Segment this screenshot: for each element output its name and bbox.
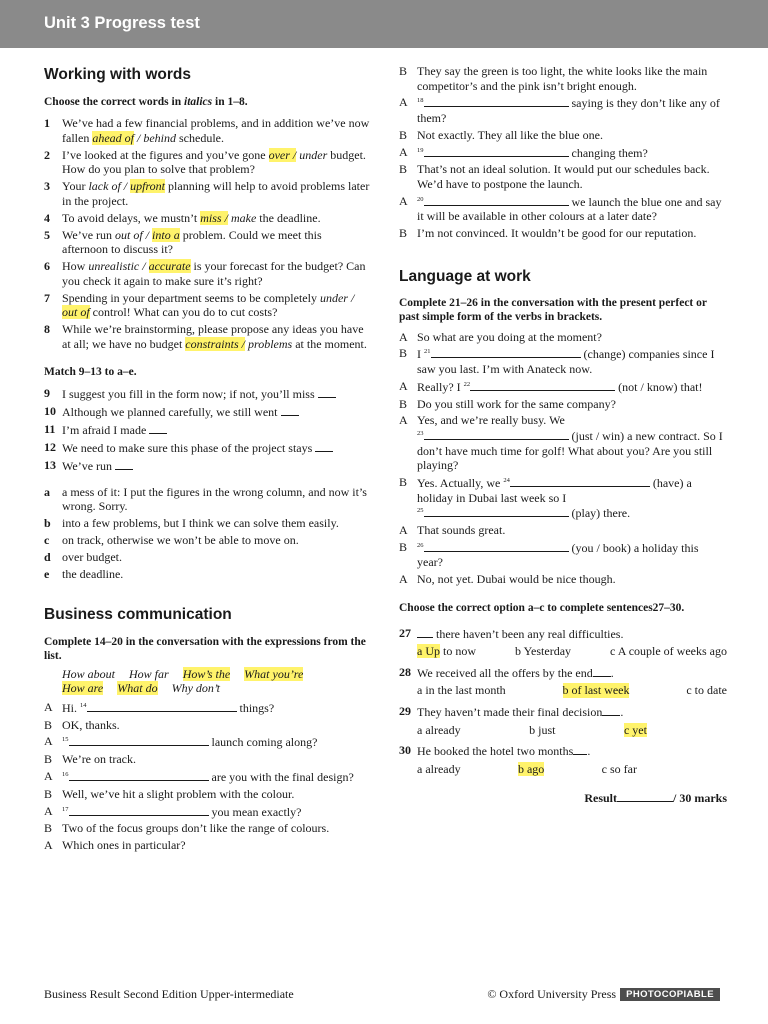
match-9: 9 I suggest you fill in the form now; if not, you’ll miss bbox=[44, 386, 370, 402]
left-column bbox=[44, 66, 370, 855]
answer-blank[interactable] bbox=[602, 704, 620, 716]
expression-item: How about bbox=[62, 666, 116, 681]
match-option-c: c on track, otherwise we won’t be able to move on. bbox=[44, 533, 299, 548]
answer-blank[interactable] bbox=[318, 386, 336, 398]
option-a[interactable]: a already bbox=[417, 722, 461, 737]
question-28: 28 We received all the offers by the end . bbox=[399, 664, 614, 680]
expression-list bbox=[44, 667, 370, 696]
expression-item: How are bbox=[62, 681, 104, 696]
question-7: 7 Spending in your department seems to be completely under / out of control! What can you do to cut costs? bbox=[44, 290, 355, 320]
answer-blank[interactable] bbox=[470, 379, 615, 391]
dialogue-line-23: A Yes, and we’re really busy. We $^{23}$ (just / win) a new contract. So I don’t have much time for golf! What about you? Are you still playing? bbox=[399, 413, 723, 473]
question-27: 27 there haven’t been any real difficulties. bbox=[399, 625, 624, 641]
answer-blank[interactable] bbox=[424, 505, 569, 517]
answer-blank[interactable] bbox=[69, 769, 209, 781]
question-3: 3 Your lack of / upfront planning will help to avoid problems later in the project. bbox=[44, 179, 370, 208]
option-b[interactable]: b Yesterday bbox=[515, 644, 572, 659]
option-b[interactable]: b of last week bbox=[562, 683, 630, 698]
dialogue-line-17: A $^{17}$ you mean exactly? bbox=[44, 803, 302, 819]
dialogue-line: B They say the green is too light, the white looks like the main competitor’s and the pink isn’t bright enough. bbox=[399, 64, 708, 93]
match-option-d: d over budget. bbox=[44, 550, 122, 565]
question-1: 1 We’ve had a few financial problems, and in addition we’ve now fallen ahead of / behind schedule. bbox=[44, 116, 370, 145]
expression-item: What you’re bbox=[244, 666, 304, 681]
dialogue-line: B Two of the focus groups don’t like the range of colours. bbox=[44, 821, 330, 836]
option-c[interactable]: c to date bbox=[686, 683, 727, 698]
section-heading-working-with-words: Working with words bbox=[44, 66, 191, 83]
option-c[interactable]: c so far bbox=[601, 761, 637, 776]
answer-blank[interactable] bbox=[149, 422, 167, 434]
dialogue-line-15: A $^{15}$ launch coming along? bbox=[44, 734, 318, 750]
question-5: 5 We’ve run out of / into a problem. Could we meet this afternoon to discuss it? bbox=[44, 227, 322, 257]
footer-copyright: © Oxford University Press PHOTOCOPIABLE bbox=[487, 987, 720, 1002]
question-4: 4 To avoid delays, we mustn’t miss / make the deadline. bbox=[44, 210, 321, 225]
answer-blank[interactable] bbox=[431, 346, 581, 358]
question-30: 30 He booked the hotel two months . bbox=[399, 743, 591, 759]
options-29 bbox=[399, 723, 727, 738]
instruction-1-8: Choose the correct words in italics in 1–8. bbox=[44, 96, 248, 108]
dialogue-line: B I’m not convinced. It wouldn’t be good for our reputation. bbox=[399, 226, 697, 241]
option-a[interactable]: a in the last month bbox=[417, 683, 506, 698]
section-heading-language-at-work: Language at work bbox=[399, 267, 531, 285]
question-6: 6 How unrealistic / accurate is your forecast for the budget? Can you check it again to make sure it’s right? bbox=[44, 259, 366, 288]
answer-blank[interactable] bbox=[315, 440, 333, 452]
result-score: Result / 30 marks bbox=[584, 791, 727, 806]
dialogue-line: A So what are you doing at the moment? bbox=[399, 329, 602, 344]
dialogue-line: A That sounds great. bbox=[399, 522, 506, 537]
dialogue-line-20: A $^{20}$ we launch the blue one and say it will be available in other colours at a later date? bbox=[399, 193, 722, 224]
answer-blank[interactable] bbox=[424, 95, 569, 107]
expression-item: What do bbox=[117, 681, 158, 696]
question-8: 8 While we’re brainstorming, please propose any ideas you have at all; we have no budget constraints / problems at the moment. bbox=[44, 322, 367, 352]
expression-item: How’s the bbox=[182, 666, 231, 681]
option-c[interactable]: c yet bbox=[623, 722, 647, 737]
answer-blank[interactable] bbox=[593, 665, 611, 677]
instruction-27-30: Choose the correct option a–c to complete sentences27–30. bbox=[399, 601, 685, 614]
dialogue-line-21: B I $^{21}$ (change) companies since I saw you last. I’m with Anateck now. bbox=[399, 346, 715, 377]
photocopiable-badge: PHOTOCOPIABLE bbox=[620, 988, 720, 1001]
right-column bbox=[399, 64, 727, 806]
option-b[interactable]: b ago bbox=[517, 761, 545, 776]
page-title: Unit 3 Progress test bbox=[44, 14, 200, 32]
match-13: 13 We’ve run bbox=[44, 458, 370, 474]
dialogue-line: B Not exactly. They all like the blue one. bbox=[399, 127, 603, 142]
instruction-21-26: Complete 21–26 in the conversation with the present perfect or past simple form of the verbs in brackets. bbox=[399, 296, 707, 323]
dialogue-line-26: B $^{26}$ (you / book) a holiday this year? bbox=[399, 539, 699, 570]
dialogue-line-19: A $^{19}$ changing them? bbox=[399, 144, 648, 160]
answer-blank[interactable] bbox=[281, 404, 299, 416]
answer-blank[interactable] bbox=[69, 804, 209, 816]
instruction-14-20: Complete 14–20 in the conversation with the expressions from the list. bbox=[44, 635, 366, 662]
question-2: 2 I’ve looked at the figures and you’ve gone over / under budget. How do you plan to solve that problem? bbox=[44, 147, 366, 177]
option-c[interactable]: c A couple of weeks ago bbox=[610, 644, 727, 659]
match-11: 11 I’m afraid I made bbox=[44, 422, 370, 438]
answer-blank[interactable] bbox=[69, 734, 209, 746]
match-10: 10 Although we planned carefully, we still went bbox=[44, 404, 370, 420]
answer-blank[interactable] bbox=[417, 626, 433, 638]
section-heading-business-communication: Business communication bbox=[44, 605, 232, 623]
option-a[interactable]: a Up bbox=[417, 644, 440, 659]
match-option-b: b into a few problems, but I think we can solve them easily. bbox=[44, 516, 339, 531]
answer-blank[interactable] bbox=[573, 743, 587, 755]
answer-blank[interactable] bbox=[510, 475, 650, 487]
options-28 bbox=[399, 683, 727, 698]
options-30 bbox=[399, 762, 727, 777]
dialogue-line-16: A $^{16}$ are you with the final design? bbox=[44, 769, 354, 784]
dialogue-line: A Which ones in particular? bbox=[44, 838, 186, 853]
answer-blank[interactable] bbox=[424, 540, 569, 552]
expression-item: Why don’t bbox=[171, 681, 220, 696]
match-option-e: e the deadline. bbox=[44, 567, 124, 582]
answer-blank[interactable] bbox=[87, 700, 237, 712]
answer-blank[interactable] bbox=[115, 458, 133, 470]
match-option-a: a a mess of it: I put the figures in the wrong column, and now it’s wrong. Sorry. bbox=[44, 484, 367, 514]
dialogue-line-22: A Really? I $^{22}$ (not / know) that! bbox=[399, 378, 703, 394]
option-b[interactable]: b just bbox=[529, 722, 556, 737]
option-a[interactable]: a already bbox=[417, 761, 461, 776]
dialogue-line: B That’s not an ideal solution. It would put our schedules back. We’d have to postpone the launch. bbox=[399, 162, 710, 191]
dialogue-line-24-25: B Yes. Actually, we $^{24}$ (have) a holiday in Dubai last week so I $^{25}$ (play) there. bbox=[399, 474, 692, 521]
question-29: 29 They haven’t made their final decision . bbox=[399, 704, 624, 720]
answer-blank[interactable] bbox=[424, 145, 569, 157]
match-12: 12 We need to make sure this phase of the project stays bbox=[44, 440, 370, 456]
instruction-match: Match 9–13 to a–e. bbox=[44, 365, 137, 378]
dialogue-line: A No, not yet. Dubai would be nice though. bbox=[399, 572, 616, 587]
dialogue-line-14: A Hi. $^{14}$ things? bbox=[44, 699, 275, 715]
answer-blank[interactable] bbox=[424, 428, 569, 440]
dialogue-line: B OK, thanks. bbox=[44, 717, 120, 732]
result-blank[interactable] bbox=[617, 790, 673, 802]
dialogue-line-18: A $^{18}$ saying is they don’t like any of them? bbox=[399, 95, 720, 125]
answer-blank[interactable] bbox=[424, 194, 569, 206]
expression-item: How far bbox=[129, 666, 169, 681]
dialogue-line: B Well, we’ve hit a slight problem with the colour. bbox=[44, 786, 295, 801]
footer-book-title: Business Result Second Edition Upper-intermediate bbox=[44, 987, 294, 1001]
header-banner bbox=[0, 0, 768, 48]
dialogue-line: B Do you still work for the same company? bbox=[399, 396, 616, 411]
dialogue-line: B We’re on track. bbox=[44, 752, 136, 767]
options-27: a Up to now b Yesterday c A couple of weeks ago bbox=[417, 644, 727, 659]
